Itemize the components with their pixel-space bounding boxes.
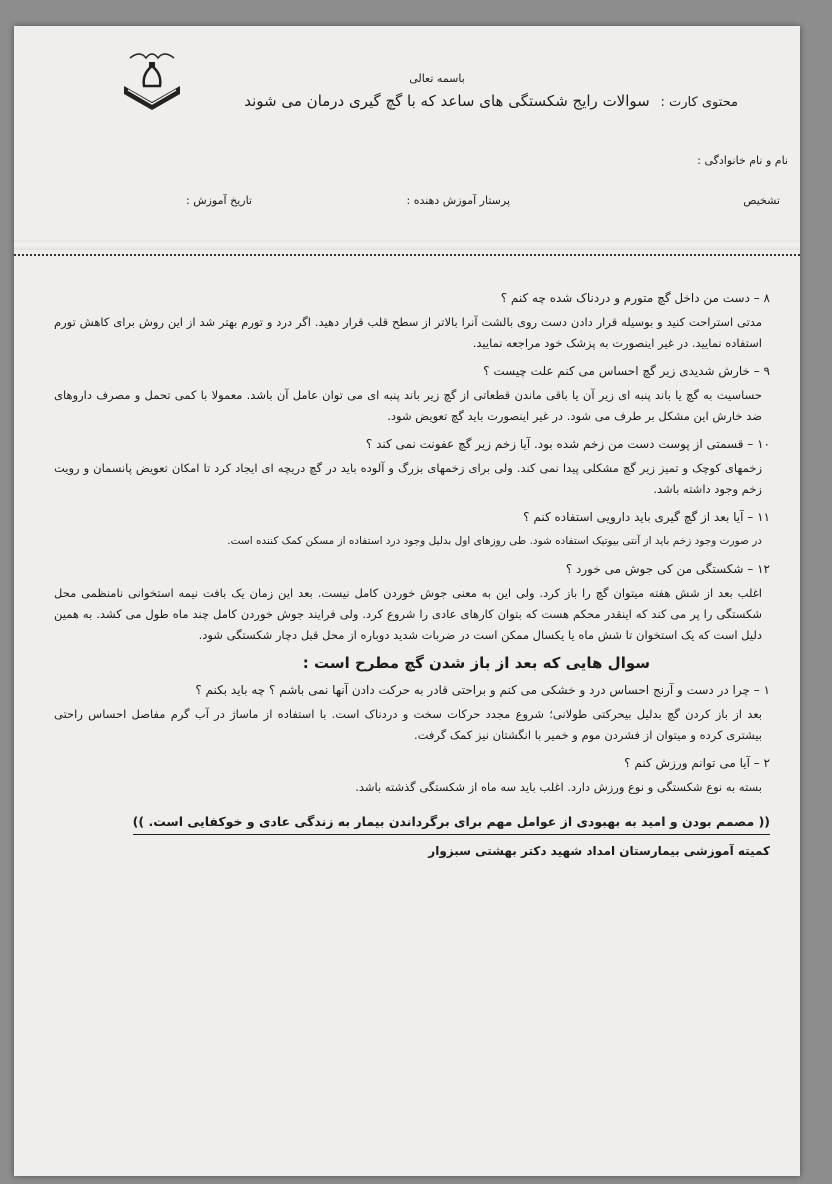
content — [54, 288, 770, 862]
question-11: ۱۱ – آیا بعد از گچ گیری باید دارویی استفاده کنم ؟ — [523, 510, 770, 524]
post-question-2: ۲ – آیا می توانم ورزش کنم ؟ — [624, 756, 770, 770]
section-title: سوال هایی که بعد از باز شدن گچ مطرح است : — [302, 654, 650, 672]
question-12: ۱۲ – شکستگی من کی جوش می خورد ؟ — [565, 562, 770, 576]
card-title-text: سوالات رایج شکستگی های ساعد که با گچ گیری درمان می شوند — [244, 92, 650, 110]
post-answer-2: بسته به نوع شکستگی و نوع ورزش دارد. اغلب باید سه ماه از شکستگی گذشته باشد. — [355, 780, 762, 794]
card-title — [244, 92, 738, 110]
nurse-field: پرستار آموزش دهنده : — [406, 194, 510, 207]
card-title-label: محتوی کارت : — [660, 95, 738, 110]
post-answer-1: بعد از باز کردن گچ بدلیل بیحرکتی طولانی؛ شروع مجدد حرکات سخت و دردناک است. با استفاده از ماساژ در آب گرم مفاصل احساس راحتی بیشتری کرده و میتوان از فشردن موم و خمیر با انگشتان نیز کمک گرفت. — [54, 707, 762, 742]
answer-11: در صورت وجود زخم باید از آنتی بیوتیک استفاده شود. طی روزهای اول بدلیل وجود درد استفاده از مسکن کمک کننده است. — [227, 535, 762, 547]
answer-9: حساسیت به گچ یا باند پنبه ای زیر آن یا باقی ماندن قطعاتی از گچ زیر باند پنبه ای می توان عامل آن باشد. معمولا با کمی تحمل و مصرف داروهای ضد خارش این مشکل بر طرف می شود. در غیر اینصورت باید گچ تعویض شود. — [54, 388, 762, 423]
diagnosis-field: تشخیص — [743, 194, 780, 207]
document-page — [14, 26, 800, 1176]
question-10: ۱۰ – قسمتی از پوست دست من زخم شده بود. آیا زخم زیر گچ عفونت نمی کند ؟ — [365, 437, 770, 451]
cut-line — [14, 254, 800, 256]
footer-committee: کمیته آموزشی بیمارستان امداد شهید دکتر بهشتی سبزوار — [428, 844, 770, 858]
answer-12: اغلب بعد از شش هفته میتوان گچ را باز کرد. ولی این به معنی جوش خوردن کامل نیست. بعد این زمان یک بافت نیمه استخوانی نامنظمی محل شکستگی را پر می کند که اینقدر محکم هست که بتوان کارهای عادی را شروع کرد. ولی فرایند جوش خوردن کامل چند ماه طول می کشد. به همین دلیل است که یک استخوان تا شش ماه یا یکسال ممکن است در ضربات شدید دوباره از محل قبل دچار شکستگی شود. — [54, 586, 762, 642]
question-9: ۹ – خارش شدیدی زیر گچ احساس می کنم علت چیست ؟ — [483, 364, 770, 378]
bismillah: باسمه تعالی — [409, 72, 465, 85]
answer-8: مدتی استراحت کنید و بوسیله قرار دادن دست روی بالشت آنرا بالاتر از سطح قلب قرار دهید. اگر درد و تورم بهتر شد از این روش برای کاهش تورم استفاده نمایید. در غیر اینصورت به پزشک خود مراجعه نمایید. — [54, 315, 762, 350]
post-question-1: ۱ – چرا در دست و آرنج احساس درد و خشکی می کنم و براحتی قادر به حرکت دادن آنها نمی باشم ؟ چه باید بکنم ؟ — [195, 683, 770, 697]
date-field: تاریخ آموزش : — [186, 194, 252, 207]
name-field: نام و نام خانوادگی : — [697, 154, 788, 167]
answer-10: زخمهای کوچک و تمیز زیر گچ مشکلی پیدا نمی کند. ولی برای زخمهای بزرگ و آلوده باید در گچ دریچه ای ایجاد کرد تا امکان تعویض پانسمان و رویت زخم وجود داشته باشد. — [54, 461, 762, 496]
closing-note: (( مصمم بودن و امید به بهبودی از عوامل مهم برای برگرداندن بیمار به زندگی عادی و خوکفایی است. )) — [133, 811, 770, 835]
question-8: ۸ – دست من داخل گچ متورم و دردناک شده چه کنم ؟ — [500, 291, 770, 305]
